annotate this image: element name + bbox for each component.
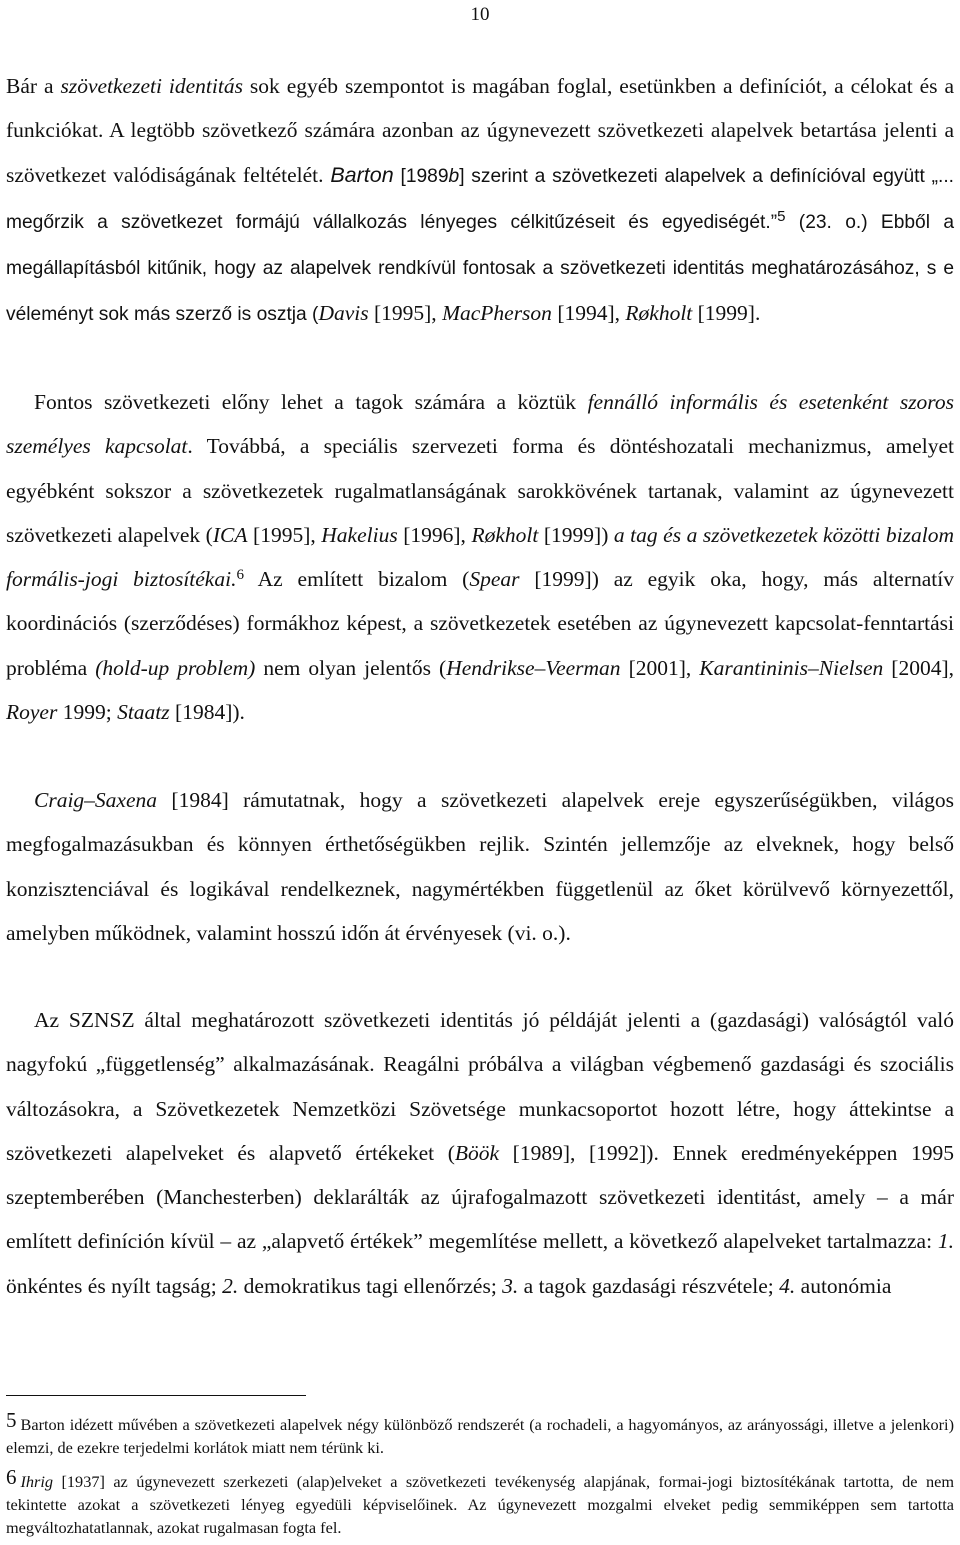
page-number: 10: [470, 4, 490, 25]
footnote-ref-5: 5: [777, 208, 786, 226]
paragraph-4: Az SZNSZ által meghatározott szövetkezeti identitás jó példáját jelenti a (gazdasági) valóságtól való nagyfokú „függetlenség” alkalmazásának. Reagálni próbálva a világban végbemenő gazdasági és szociális változásokra, a Szövetkezetek Nemzetközi Szövetsége munkacsoportot hozott létre, hogy áttekintse a szövetkezeti alapelveket és alapvető értékeket (Böök [1989], [1992]). Ennek eredményeképpen 1995 szeptemberében (Manchesterben) deklarálták az újrafogalmazott szövetkezeti identitást, amely – a már említett definíción kívül – az „alapvető értékek” megemlítése mellett, a következő alapelveket tartalmazza: 1. önkéntes és nyílt tagság; 2. demokratikus tagi ellenőrzés; 3. a tagok gazdasági részvétele; 4. autonómia: [6, 1008, 954, 1298]
footnote-5: [6, 1408, 954, 1459]
footnote-6: [6, 1465, 954, 1539]
footnote-number: 6: [6, 1465, 17, 1489]
footnote-text: [1937] az úgynevezett szerkezeti (alap)elveket a szövetkezeti tevékenység alapjának, formai-jogi biztosítékának tartotta, de nem tekintette azokat a szövetkezeti lényeg egyedüli képviselőinek. Az úgynevezett mozgalmi elveket pedig semmiképpen sem tartotta megváltozhatatlannak, azokat rugalmasan fogta fel.: [6, 1472, 954, 1537]
footnote-number: 5: [6, 1408, 17, 1432]
footnote-text: Barton idézett művében a szövetkezeti alapelvek négy különböző rendszerét (a rochadeli, a hagyományos, az arányossági, illetve a jelenkori) elemzi, de ezekre terjedelmi korlátok miatt nem térünk ki.: [6, 1415, 954, 1457]
footnote-ref-6: 6: [236, 567, 244, 584]
footnote-divider: [6, 1395, 306, 1396]
paragraph-2: Fontos szövetkezeti előny lehet a tagok számára a köztük fennálló informális és esetenként szoros személyes kapcsolat. Továbbá, a speciális szervezeti forma és döntéshozatali mechanizmus, amelyet egyébként sokszor a szövetkezetek rugalmatlanságának sarokkövének tartanak, valamint az úgynevezett szövetkezeti alapelvek (ICA [1995], Hakelius [1996], Røkholt [1999]) a tag és a szövetkezetek közötti bizalom formális-jogi biztosítékai.$^6$ Az említett bizalom (Spear [1999]) az egyik oka, hogy, más alternatív koordinációs (szerződéses) formákhoz képest, a szövetkezetek esetében az úgynevezett kapcsolat-fenntartási probléma (hold-up problem) nem olyan jelentős (Hendrikse–Veerman [2001], Karantininis–Nielsen [2004], Royer 1999; Staatz [1984]).: [6, 390, 954, 725]
footnote-author: Ihrig: [20, 1472, 54, 1491]
paragraph-1: Bár a szövetkezeti identitás sok egyéb szempontot is magában foglal, esetünkben a definíciót, a célokat és a funkciókat. A legtöbb szövetkező számára azonban az úgynevezett szövetkezeti alapelvek betartása jelenti a szövetkezet valódiságának feltételét. Barton [1989b] szerint a szövetkezeti alapelvek a definícióval együtt „... megőrzik a szövetkezet formájú vállalkozás lényeges célkitűzéseit és egyediségét.”$^5$ (23. o.) Ebből a megállapításból kitűnik, hogy az alapelvek rendkívül fontosak a szövetkezeti identitás meghatározásához, s e véleményt sok más szerző is osztja (Davis [1995], MacPherson [1994], Røkholt [1999].: [6, 74, 955, 326]
paragraph-3: Craig–Saxena [1984] rámutatnak, hogy a szövetkezeti alapelvek ereje egyszerűségükben, világos megfogalmazásukban és könnyen érthetőségükben rejlik. Szintén jellemzője az elveknek, hogy belső konzisztenciával és logikával rendelkeznek, nagymértékben függetlenül az őket körülvevő környezettől, amelyben működnek, valamint hosszú időn át érvényesek (vi. o.).: [6, 788, 954, 945]
